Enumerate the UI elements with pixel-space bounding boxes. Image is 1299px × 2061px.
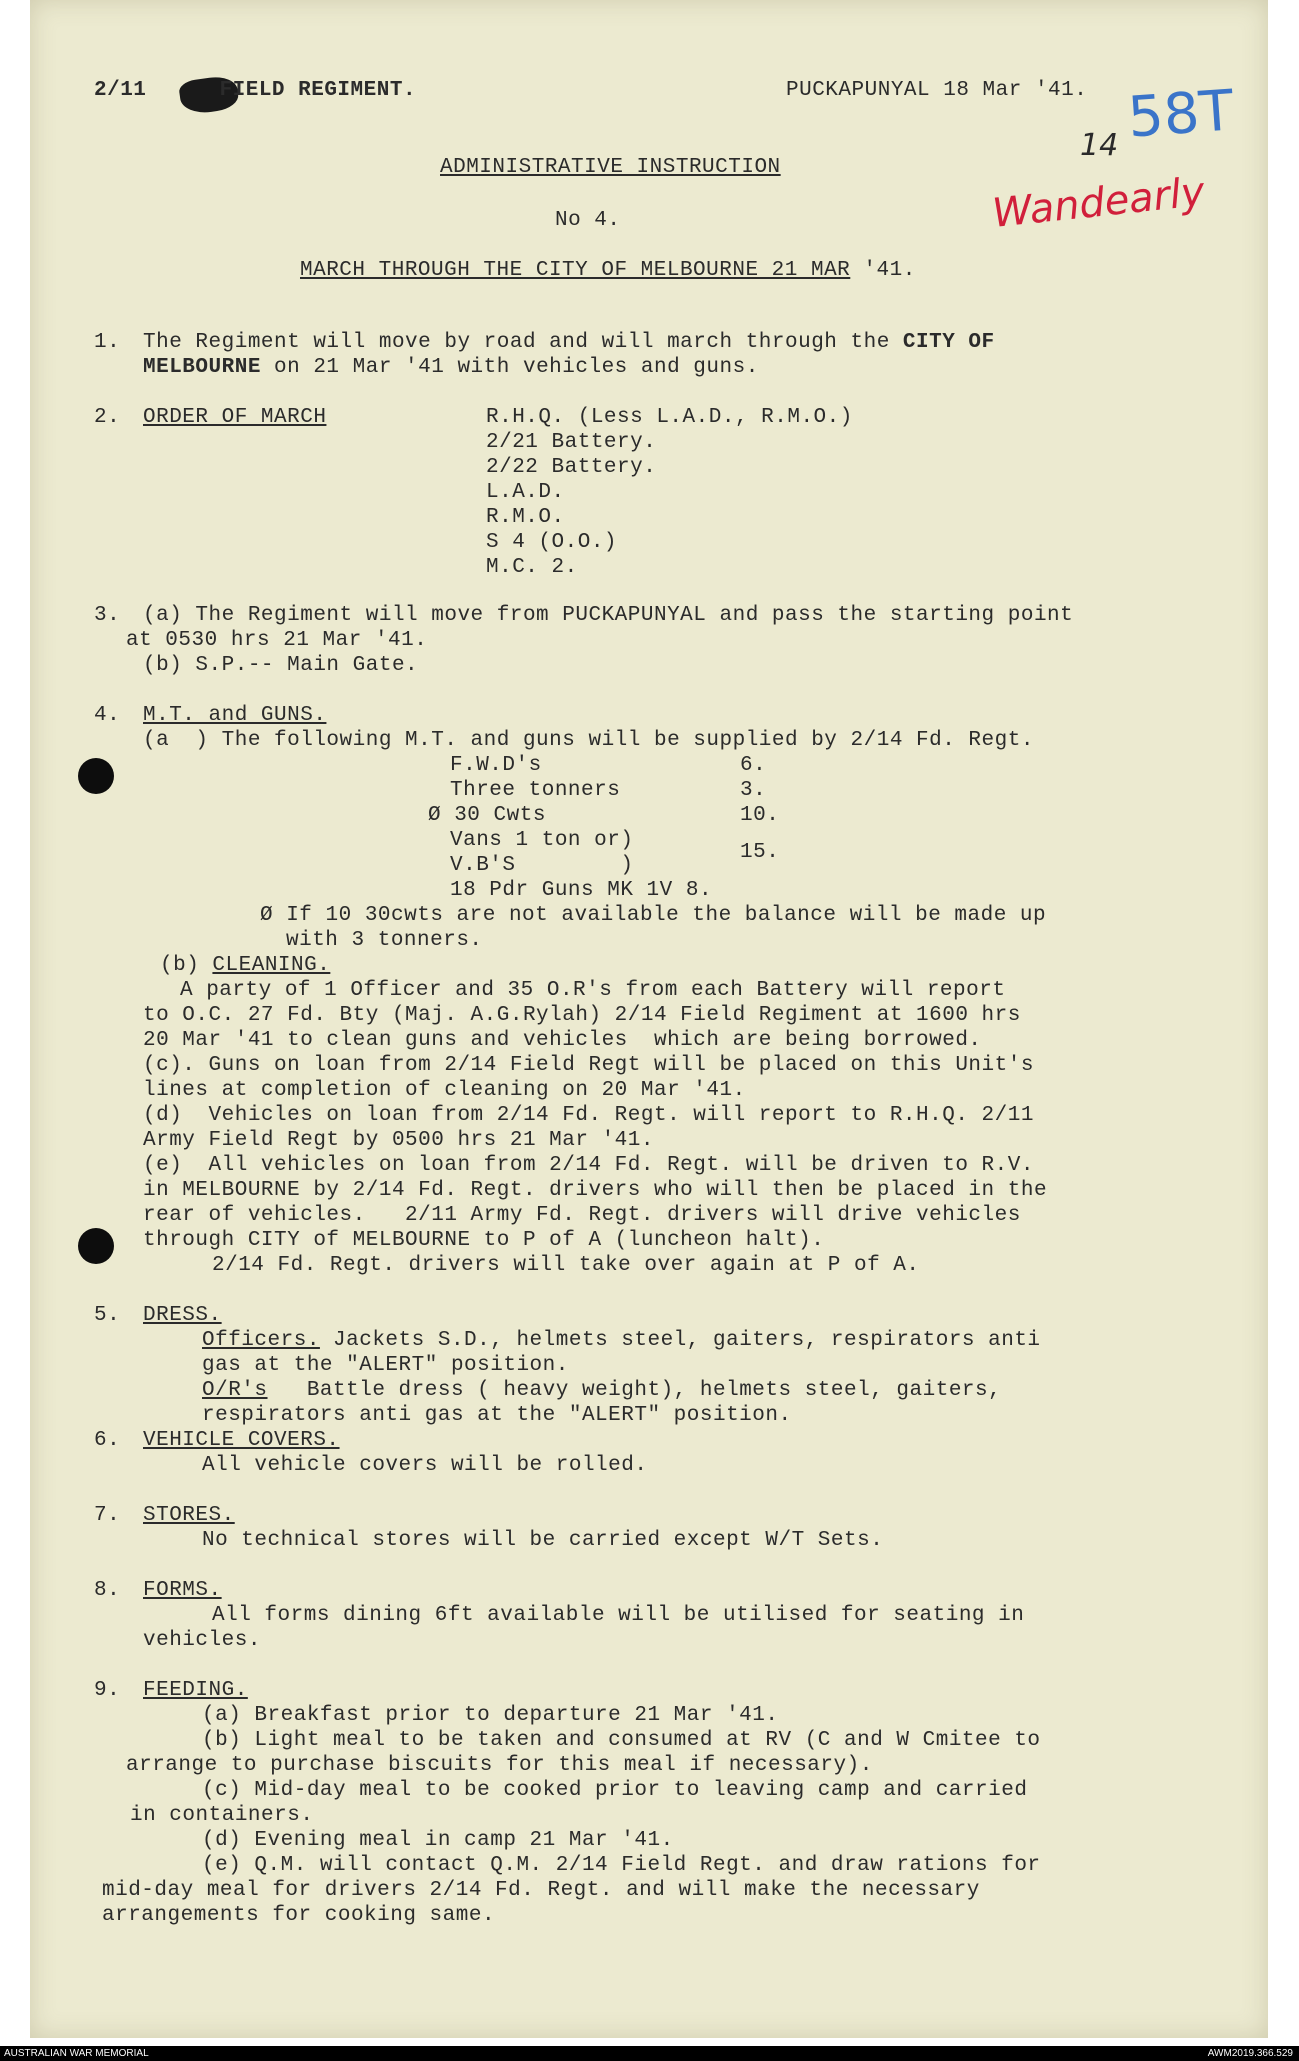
para-4-note: with 3 tonners. (286, 929, 483, 952)
para-3-line: (b) S.P.-- Main Gate. (143, 654, 419, 677)
unit-label: 2/11 FIELD REGIMENT. (94, 79, 417, 102)
para-4-note: Ø If 10 30cwts are not available the balance will be made up (260, 904, 1047, 927)
para-7-line: No technical stores will be carried except W/T Sets. (202, 1529, 884, 1552)
para-6-heading: VEHICLE COVERS. (143, 1429, 340, 1452)
instruction-number: No 4. (555, 209, 621, 232)
para-3-line: at 0530 hrs 21 Mar '41. (126, 629, 428, 652)
para-7-number: 7. (94, 1504, 121, 1527)
archive-ref-number: 58T (1125, 78, 1236, 151)
para-4b-heading: (b) CLEANING. (160, 954, 331, 977)
vehicle-qty: 15. (740, 841, 780, 864)
document-subject: MARCH THROUGH THE CITY OF MELBOURNE 21 MAR '41. (300, 259, 916, 282)
para-9-heading: FEEDING. (143, 1679, 248, 1702)
para-9-number: 9. (94, 1679, 121, 1702)
punch-hole (78, 758, 114, 794)
vehicle-item: F.W.D's (450, 754, 542, 777)
para-8-heading: FORMS. (143, 1579, 222, 1602)
para-5-number: 5. (94, 1304, 121, 1327)
para-3-line: (a) The Regiment will move from PUCKAPUNYAL and pass the starting point (143, 604, 1074, 627)
footer-right: AWM2019.366.529 (1207, 2048, 1293, 2059)
para-4d-line: (d) Vehicles on loan from 2/14 Fd. Regt. will report to R.H.Q. 2/11 (143, 1104, 1034, 1127)
vehicle-item: V.B'S ) (450, 854, 634, 877)
march-order-item: 2/22 Battery. (486, 456, 657, 479)
para-4b-line: A party of 1 Officer and 35 O.R's from each Battery will report (180, 979, 1006, 1002)
para-2-number: 2. (94, 406, 121, 429)
para-9-line: arrangements for cooking same. (102, 1904, 496, 1927)
para-9-line: in containers. (130, 1804, 314, 1827)
para-4e-line: rear of vehicles. 2/11 Army Fd. Regt. drivers will drive vehicles (143, 1204, 1021, 1227)
document-title: ADMINISTRATIVE INSTRUCTION (440, 156, 781, 179)
vehicle-item: Ø 30 Cwts (428, 804, 546, 827)
para-9-line: (d) Evening meal in camp 21 Mar '41. (202, 1829, 674, 1852)
para-4d-line: Army Field Regt by 0500 hrs 21 Mar '41. (143, 1129, 654, 1152)
march-order-item: R.H.Q. (Less L.A.D., R.M.O.) (486, 406, 853, 429)
vehicle-item: 18 Pdr Guns MK 1V 8. (450, 879, 713, 902)
para-5-heading: DRESS. (143, 1304, 222, 1327)
para-8-number: 8. (94, 1579, 121, 1602)
para-4-heading: M.T. and GUNS. (143, 704, 327, 727)
para-5-line: Officers. Jackets S.D., helmets steel, gaiters, respirators anti (202, 1329, 1041, 1352)
para-4e-line: through CITY of MELBOURNE to P of A (luncheon halt). (143, 1229, 825, 1252)
vehicle-qty: 6. (740, 754, 767, 777)
para-3-number: 3. (94, 604, 121, 627)
para-7-heading: STORES. (143, 1504, 235, 1527)
para-4e-line: (e) All vehicles on loan from 2/14 Fd. Regt. will be driven to R.V. (143, 1154, 1034, 1177)
para-1-line: The Regiment will move by road and will march through the CITY OF (143, 331, 995, 354)
para-4c-line: (c). Guns on loan from 2/14 Field Regt will be placed on this Unit's (143, 1054, 1034, 1077)
para-4c-line: lines at completion of cleaning on 20 Mar '41. (143, 1079, 746, 1102)
para-5-line: O/R's Battle dress ( heavy weight), helmets steel, gaiters, (202, 1379, 1002, 1402)
para-6-number: 6. (94, 1429, 121, 1452)
para-4b-line: 20 Mar '41 to clean guns and vehicles which are being borrowed. (143, 1029, 982, 1052)
para-4a-line: (a ) The following M.T. and guns will be supplied by 2/14 Fd. Regt. (143, 729, 1034, 752)
para-9-line: arrange to purchase biscuits for this meal if necessary). (126, 1754, 873, 1777)
vehicle-qty: 10. (740, 804, 780, 827)
march-order-item: R.M.O. (486, 506, 565, 529)
punch-hole (78, 1228, 114, 1264)
para-4e-line: in MELBOURNE by 2/14 Fd. Regt. drivers who will then be placed in the (143, 1179, 1048, 1202)
para-1-number: 1. (94, 331, 121, 354)
para-4e-line: 2/14 Fd. Regt. drivers will take over again at P of A. (212, 1254, 920, 1277)
para-9-line: (a) Breakfast prior to departure 21 Mar '41. (202, 1704, 779, 1727)
vehicle-item: Three tonners (450, 779, 621, 802)
vehicle-item: Vans 1 ton or) (450, 829, 634, 852)
march-order-item: 2/21 Battery. (486, 431, 657, 454)
para-1-line: MELBOURNE on 21 Mar '41 with vehicles and guns. (143, 356, 759, 379)
para-4b-line: to O.C. 27 Fd. Bty (Maj. A.G.Rylah) 2/14 Field Regiment at 1600 hrs (143, 1004, 1021, 1027)
para-2-heading: ORDER OF MARCH (143, 406, 327, 429)
archive-footer (0, 2046, 1299, 2061)
para-9-line: (c) Mid-day meal to be cooked prior to leaving camp and carried (202, 1779, 1028, 1802)
para-9-line: mid-day meal for drivers 2/14 Fd. Regt. and will make the necessary (102, 1879, 980, 1902)
para-9-line: (b) Light meal to be taken and consumed at RV (C and W Cmitee to (202, 1729, 1041, 1752)
march-order-item: L.A.D. (486, 481, 565, 504)
para-8-line: vehicles. (143, 1629, 261, 1652)
footer-left: AUSTRALIAN WAR MEMORIAL (4, 2048, 149, 2059)
para-4-number: 4. (94, 704, 121, 727)
para-5-line: gas at the "ALERT" position. (202, 1354, 569, 1377)
march-order-item: S 4 (O.O.) (486, 531, 618, 554)
signature: Wandearly (990, 168, 1207, 238)
para-5-line: respirators anti gas at the "ALERT" position. (202, 1404, 792, 1427)
vehicle-qty: 3. (740, 779, 767, 802)
handwritten-number: 14 (1080, 128, 1119, 163)
place-date: PUCKAPUNYAL 18 Mar '41. (786, 79, 1088, 102)
march-order-item: M.C. 2. (486, 556, 578, 579)
document-page (30, 0, 1268, 2038)
para-8-line: All forms dining 6ft available will be utilised for seating in (212, 1604, 1025, 1627)
para-6-line: All vehicle covers will be rolled. (202, 1454, 648, 1477)
para-9-line: (e) Q.M. will contact Q.M. 2/14 Field Regt. and draw rations for (202, 1854, 1041, 1877)
